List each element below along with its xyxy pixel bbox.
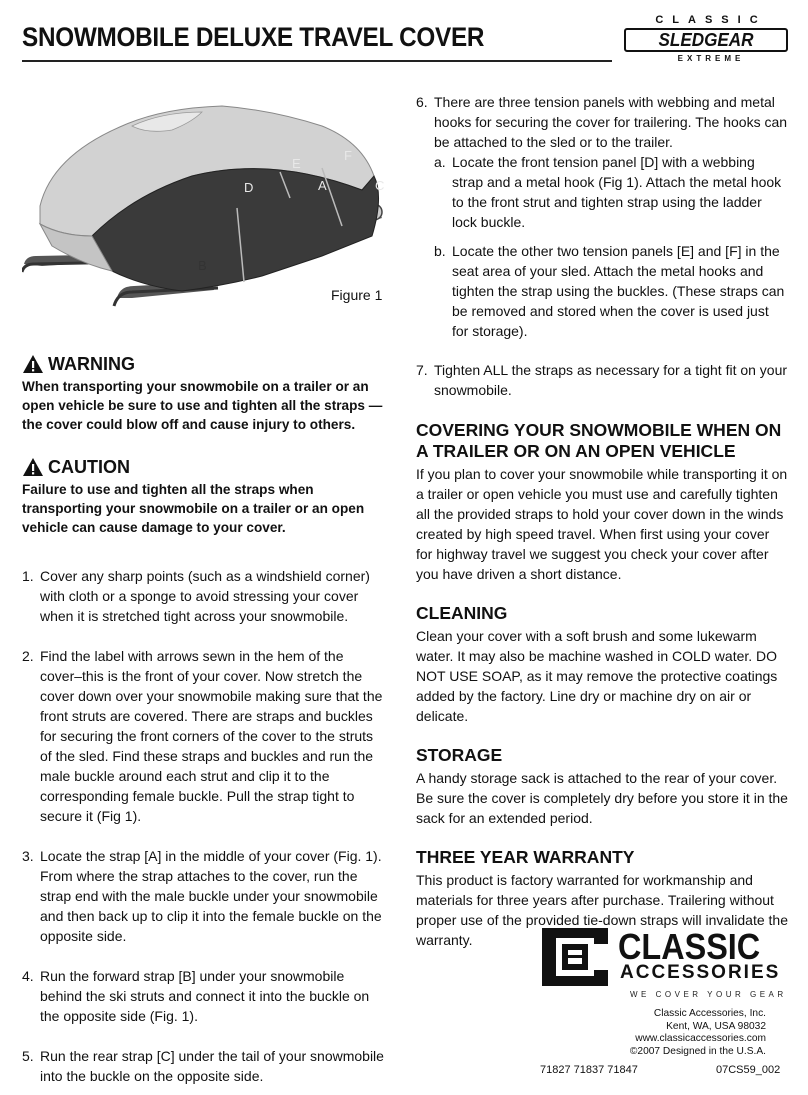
- caution-heading-text: CAUTION: [48, 456, 130, 477]
- company-copyright: ©2007 Designed in the U.S.A.: [629, 1045, 766, 1057]
- list-item: [22, 846, 387, 946]
- step-text: Cover any sharp points (such as a windshield corner) with cloth or a sponge to avoid stressing your cover when it is stretched tight across your snowmobile.: [40, 568, 370, 624]
- figure-caption: Figure 1: [331, 287, 383, 303]
- warning-body: When transporting your snowmobile on a trailer or an open vehicle be sure to use and tighten all the straps — the cover could blow off and cause injury to others.: [22, 379, 383, 432]
- step-number: 7.: [416, 362, 428, 378]
- caution-icon: [22, 457, 44, 477]
- snowmobile-figure: [22, 86, 392, 316]
- list-item: [434, 241, 788, 341]
- right-column: [416, 92, 788, 950]
- substep-text: Locate the other two tension panels [E] and [F] in the seat area of your sled. Attach the metal hooks and tighten the strap using the buckles. (These straps can be removed and stored when the cover is used just for storage).: [452, 243, 785, 339]
- page-title: SNOWMOBILE DELUXE TRAVEL COVER: [22, 22, 485, 52]
- brand-tagline: WE COVER YOUR GEAR: [630, 990, 787, 999]
- warning-icon: [22, 354, 44, 374]
- warning-heading-text: WARNING: [48, 353, 135, 374]
- figure-label-b: B: [198, 258, 207, 273]
- step-text: There are three tension panels with webbing and metal hooks for securing the cover for trailering. The hooks can be attached to the sled or to the trailer.: [434, 94, 788, 150]
- section-heading-warranty: THREE YEAR WARRANTY: [416, 847, 635, 867]
- figure-label-c: C: [375, 178, 385, 193]
- figure-label-e: E: [292, 156, 301, 171]
- list-item: [416, 360, 788, 400]
- company-name: Classic Accessories, Inc.: [653, 1008, 766, 1019]
- sledgear-logo-classic: CLASSIC: [655, 14, 767, 26]
- sledgear-logo: [620, 14, 788, 64]
- substep-text: Locate the front tension panel [D] with a webbing strap and a metal hook (Fig 1). Attach the metal hook to the front strut and tighten strap using the ladder lock buckle.: [452, 154, 782, 230]
- snowmobile-illustration: [22, 86, 392, 316]
- brand-accessories: ACCESSORIES: [620, 962, 781, 983]
- warning-heading: [22, 352, 387, 376]
- section-body-storage: A handy storage sack is attached to the rear of your cover. Be sure the cover is completely dry before you store it in the sack for an extended period.: [416, 770, 788, 826]
- section-heading-cleaning: CLEANING: [416, 603, 508, 623]
- sledgear-logo-extreme: EXTREME: [677, 54, 745, 63]
- section-body-warranty: This product is factory warranted for workmanship and materials for three years after purchase. Trailering without proper use of the provided tie-down straps will invalidate the warranty.: [416, 872, 788, 948]
- step-number: 6.: [416, 94, 428, 110]
- company-website: www.classicaccessories.com: [635, 1033, 766, 1044]
- section-body-cleaning: Clean your cover with a soft brush and some lukewarm water. It may also be machine washed in COLD water. DO NOT USE SOAP, as it may remove the protective coatings added by the factory. Line dry or machine dry on air or delicate.: [416, 628, 778, 724]
- classic-accessories-logo: [536, 920, 787, 1000]
- list-item: [22, 966, 387, 1026]
- steps-list-right: [416, 92, 788, 400]
- substep-letter: a.: [434, 154, 446, 170]
- list-item: [22, 1046, 387, 1086]
- step-text: Tighten ALL the straps as necessary for a tight fit on your snowmobile.: [434, 362, 788, 398]
- step-text: Locate the strap [A] in the middle of your cover (Fig. 1). From where the strap attaches to the cover, run the strap end with the male buckle under your snowmobile and then back up to clip it into the female buckle on the opposite side.: [40, 848, 382, 944]
- list-item: [22, 646, 387, 826]
- step-number: 5.: [22, 1048, 34, 1064]
- document-number: 07CS59_002: [716, 1064, 781, 1076]
- section-heading-storage: STORAGE: [416, 745, 503, 765]
- section-body-trailer: If you plan to cover your snowmobile while transporting it on a trailer or open vehicle you must use and carefully tighten all the provided straps to hold your cover down in the winds created by high speed travel. When first using your cover for highway travel we suggest you check your cover after you have driven a short distance.: [416, 466, 788, 582]
- figure-label-d: D: [244, 180, 254, 195]
- steps-list-left: [22, 566, 387, 1086]
- sledgear-logo-name: SLEDGEAR: [658, 30, 754, 50]
- step-number: 2.: [22, 648, 34, 664]
- list-item: [434, 152, 788, 232]
- step-number: 1.: [22, 568, 34, 584]
- classic-accessories-emblem: [536, 922, 614, 992]
- list-item: [416, 92, 788, 341]
- step-text: Run the rear strap [C] under the tail of your snowmobile into the buckle on the opposite side.: [40, 1048, 384, 1084]
- section-heading-trailer: COVERING YOUR SNOWMOBILE WHEN ON A TRAILER OR ON AN OPEN VEHICLE: [416, 420, 782, 461]
- substep-letter: b.: [434, 243, 446, 259]
- substeps-list: [434, 152, 788, 341]
- step-text: Run the forward strap [B] under your snowmobile behind the ski struts and connect it into the buckle on the opposite side (Fig. 1).: [40, 968, 370, 1024]
- company-location: Kent, WA, USA 98032: [666, 1020, 766, 1032]
- caution-body: Failure to use and tighten all the straps when transporting your snowmobile on a trailer or an open vehicle can cause damage to your cover.: [22, 482, 365, 535]
- brand-classic: CLASSIC: [618, 926, 761, 967]
- caution-heading: [22, 455, 387, 479]
- step-number: 3.: [22, 848, 34, 864]
- product-codes: 71827 71837 71847: [540, 1064, 638, 1076]
- left-column: [22, 352, 387, 1086]
- figure-label-f: F: [344, 148, 352, 163]
- company-address: [560, 1008, 766, 1058]
- figure-label-a: A: [318, 178, 327, 193]
- list-item: [22, 566, 387, 626]
- step-number: 4.: [22, 968, 34, 984]
- title-rule: [22, 60, 612, 62]
- step-text: Find the label with arrows sewn in the hem of the cover–this is the front of your cover. Now stretch the cover down over your snowmobile making sure that the front struts are covered. There are straps and buckles for securing the front corners of the cover to the struts of the sled. Find these straps and buckles and run the male buckle around each strut and clip it to the corresponding female buckle. Pull the strap tight to secure it (Fig 1).: [40, 648, 383, 824]
